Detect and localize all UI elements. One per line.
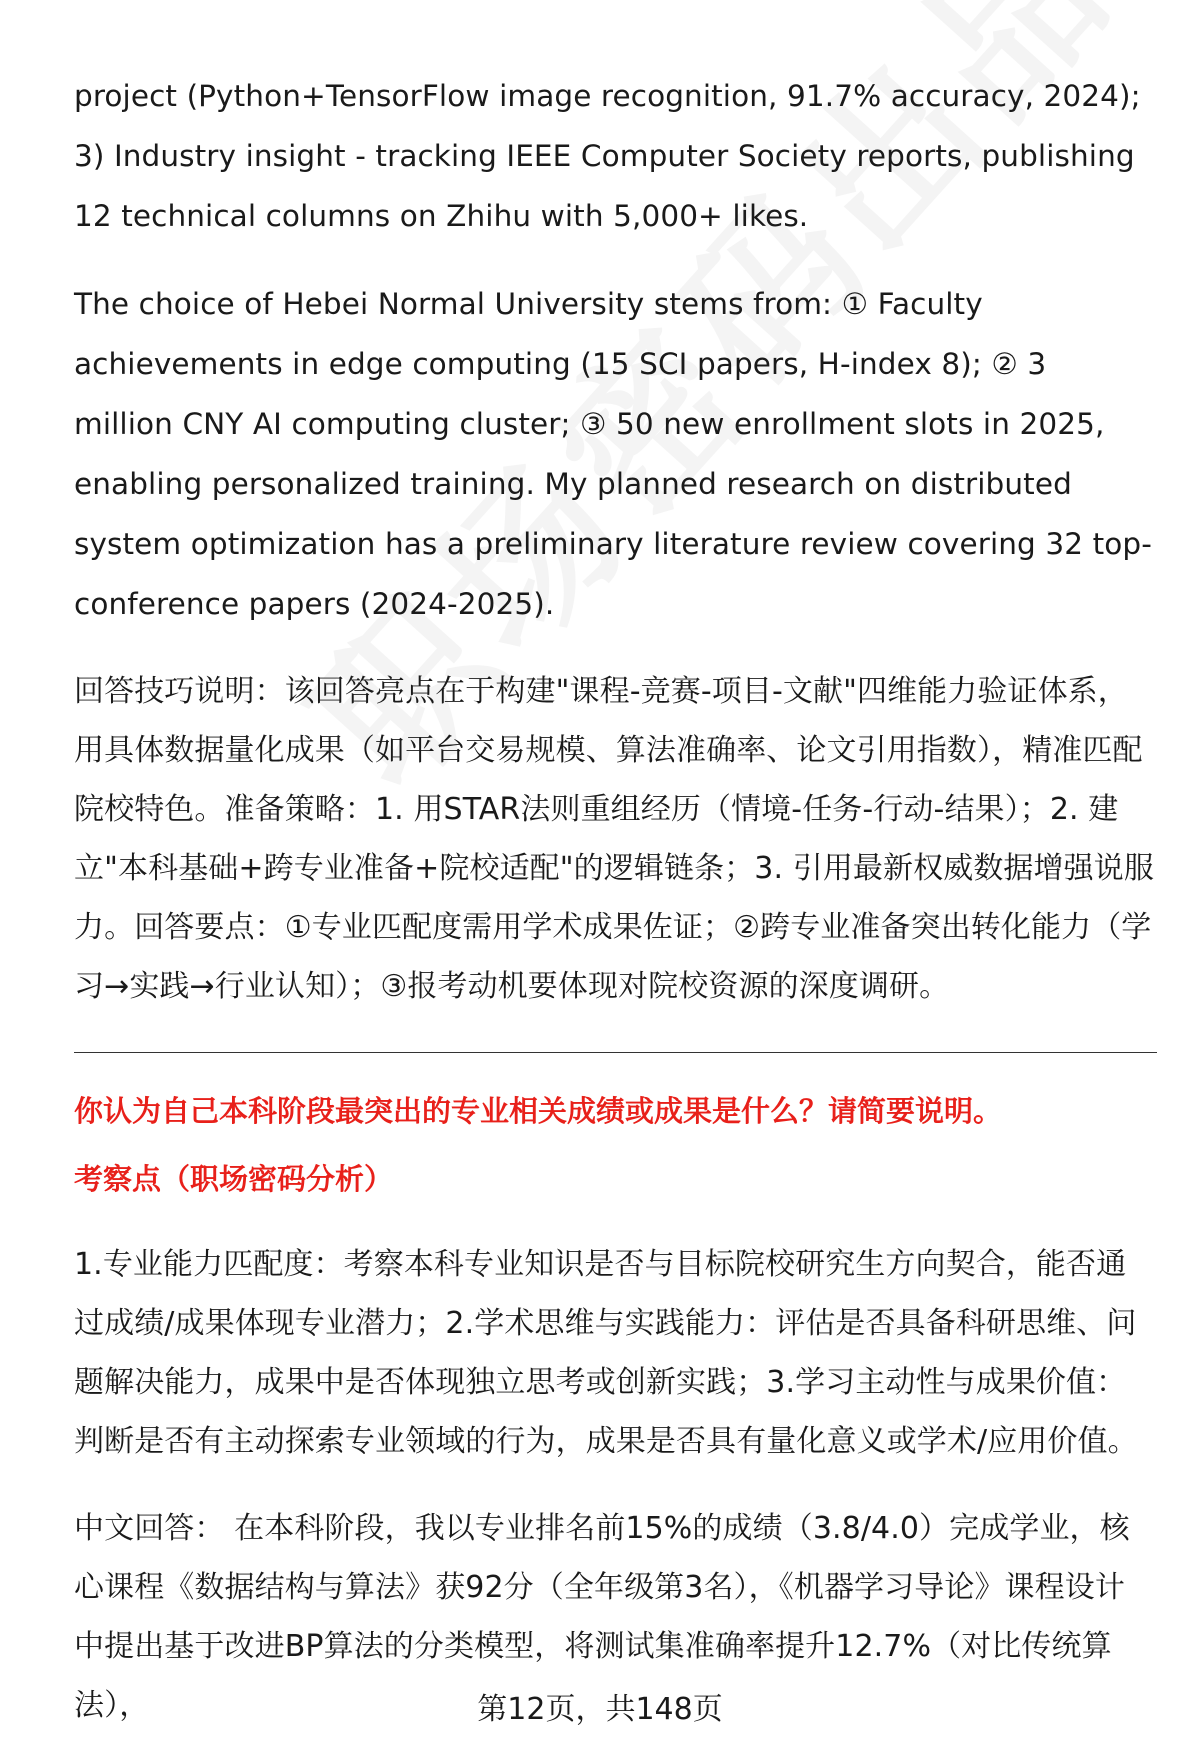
answer-paragraph-continued: project (Python+TensorFlow image recognition, 91.7% accuracy, 2024); 3) Industry insight - tracking IEEE Computer Society reports, publishing 12 technical columns on Zhihu with 5,000+ likes. <box>74 79 1141 233</box>
answer-tips-paragraph: 回答技巧说明：该回答亮点在于构建"课程-竞赛-项目-文献"四维能力验证体系，用具体数据量化成果（如平台交易规模、算法准确率、论文引用指数），精准匹配院校特色。准备策略：1. 用STAR法则重组经历（情境-任务-行动-结果）；2. 建立"本科基础+跨专业准备+院校适配"的逻辑链条；3. 引用最新权威数据增强说服力。回答要点：①专业匹配度需用学术成果佐证；②跨专业准备突出转化能力（学习→实践→行业认知）；③报考动机要体现对院校资源的深度调研。 <box>74 674 1154 1004</box>
university-choice-paragraph: The choice of Hebei Normal University stems from: ① Faculty achievements in edge computing (15 SCI papers, H-index 8); ② 3 million CNY AI computing cluster; ③ 50 new enrollment slots in 2025, enabling personalized training. My planned research on distributed system optimization has a preliminary literature review covering 32 top-conference papers (2024-2025). <box>74 287 1152 621</box>
exam-points-paragraph: 1.专业能力匹配度：考察本科专业知识是否与目标院校研究生方向契合，能否通过成绩/成果体现专业潜力；2.学术思维与实践能力：评估是否具备科研思维、问题解决能力，成果中是否体现独立思考或创新实践；3.学习主动性与成果价值：判断是否有主动探索专业领域的行为，成果是否具有量化意义或学术/应用价值。 <box>74 1247 1138 1459</box>
section-divider <box>74 1052 1157 1053</box>
document-body <box>74 66 1154 1763</box>
page-number-footer: 第12页，共148页 <box>477 1692 723 1727</box>
chinese-answer-paragraph: 中文回答： 在本科阶段，我以专业排名前15%的成绩（3.8/4.0）完成学业，核心课程《数据结构与算法》获92分（全年级第3名），《机器学习导论》课程设计中提出基于改进BP算法的分类模型，将测试集准确率提升12.7%（对比传统算法）， <box>74 1511 1130 1723</box>
exam-points-heading: 考察点（职场密码分析） <box>74 1162 394 1196</box>
interview-question: 你认为自己本科阶段最突出的专业相关成绩或成果是什么？请简要说明。 <box>74 1094 1003 1128</box>
